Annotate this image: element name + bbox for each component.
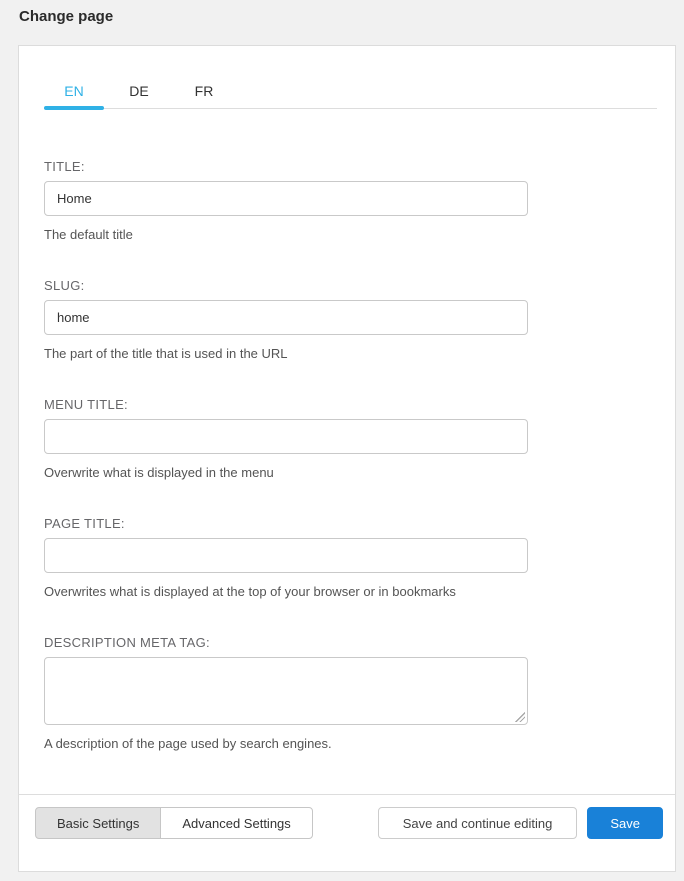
page-title: Change page: [19, 8, 114, 25]
field-title: [44, 109, 528, 242]
page-form: [19, 109, 675, 751]
menu-title-label: MENU TITLE:: [44, 397, 128, 412]
title-label: TITLE:: [44, 159, 85, 174]
description-meta-tag-textarea[interactable]: [44, 657, 528, 725]
description-meta-tag-label: DESCRIPTION META TAG:: [44, 635, 210, 650]
basic-settings-button[interactable]: Basic Settings: [35, 807, 161, 839]
advanced-settings-button[interactable]: Advanced Settings: [160, 807, 312, 839]
page-title-help: Overwrites what is displayed at the top of your browser or in bookmarks: [44, 584, 456, 599]
menu-title-help: Overwrite what is displayed in the menu: [44, 465, 274, 480]
tab-de[interactable]: DE: [109, 76, 169, 108]
field-page-title: [44, 516, 528, 599]
settings-toggle-group: [35, 807, 313, 839]
menu-title-input[interactable]: [44, 419, 528, 454]
form-footer: [19, 794, 675, 871]
description-meta-tag-wrap: [44, 657, 528, 725]
tab-en[interactable]: EN: [44, 76, 104, 108]
page-title-label: PAGE TITLE:: [44, 516, 125, 531]
save-button[interactable]: Save: [587, 807, 663, 839]
slug-label: SLUG:: [44, 278, 85, 293]
change-page-panel: [18, 45, 676, 872]
save-actions-group: [378, 807, 663, 839]
textarea-resize-handle[interactable]: [515, 712, 525, 722]
save-and-continue-button[interactable]: Save and continue editing: [378, 807, 578, 839]
title-input[interactable]: [44, 181, 528, 216]
slug-help: The part of the title that is used in the URL: [44, 346, 288, 361]
field-menu-title: [44, 397, 528, 480]
field-slug: [44, 278, 528, 361]
language-tabbar: [44, 76, 657, 109]
tab-fr[interactable]: FR: [174, 76, 234, 108]
field-description-meta-tag: [44, 635, 528, 751]
page-title-input[interactable]: [44, 538, 528, 573]
description-meta-tag-help: A description of the page used by search engines.: [44, 736, 332, 751]
page-header: [0, 0, 684, 45]
title-help: The default title: [44, 227, 133, 242]
slug-input[interactable]: [44, 300, 528, 335]
